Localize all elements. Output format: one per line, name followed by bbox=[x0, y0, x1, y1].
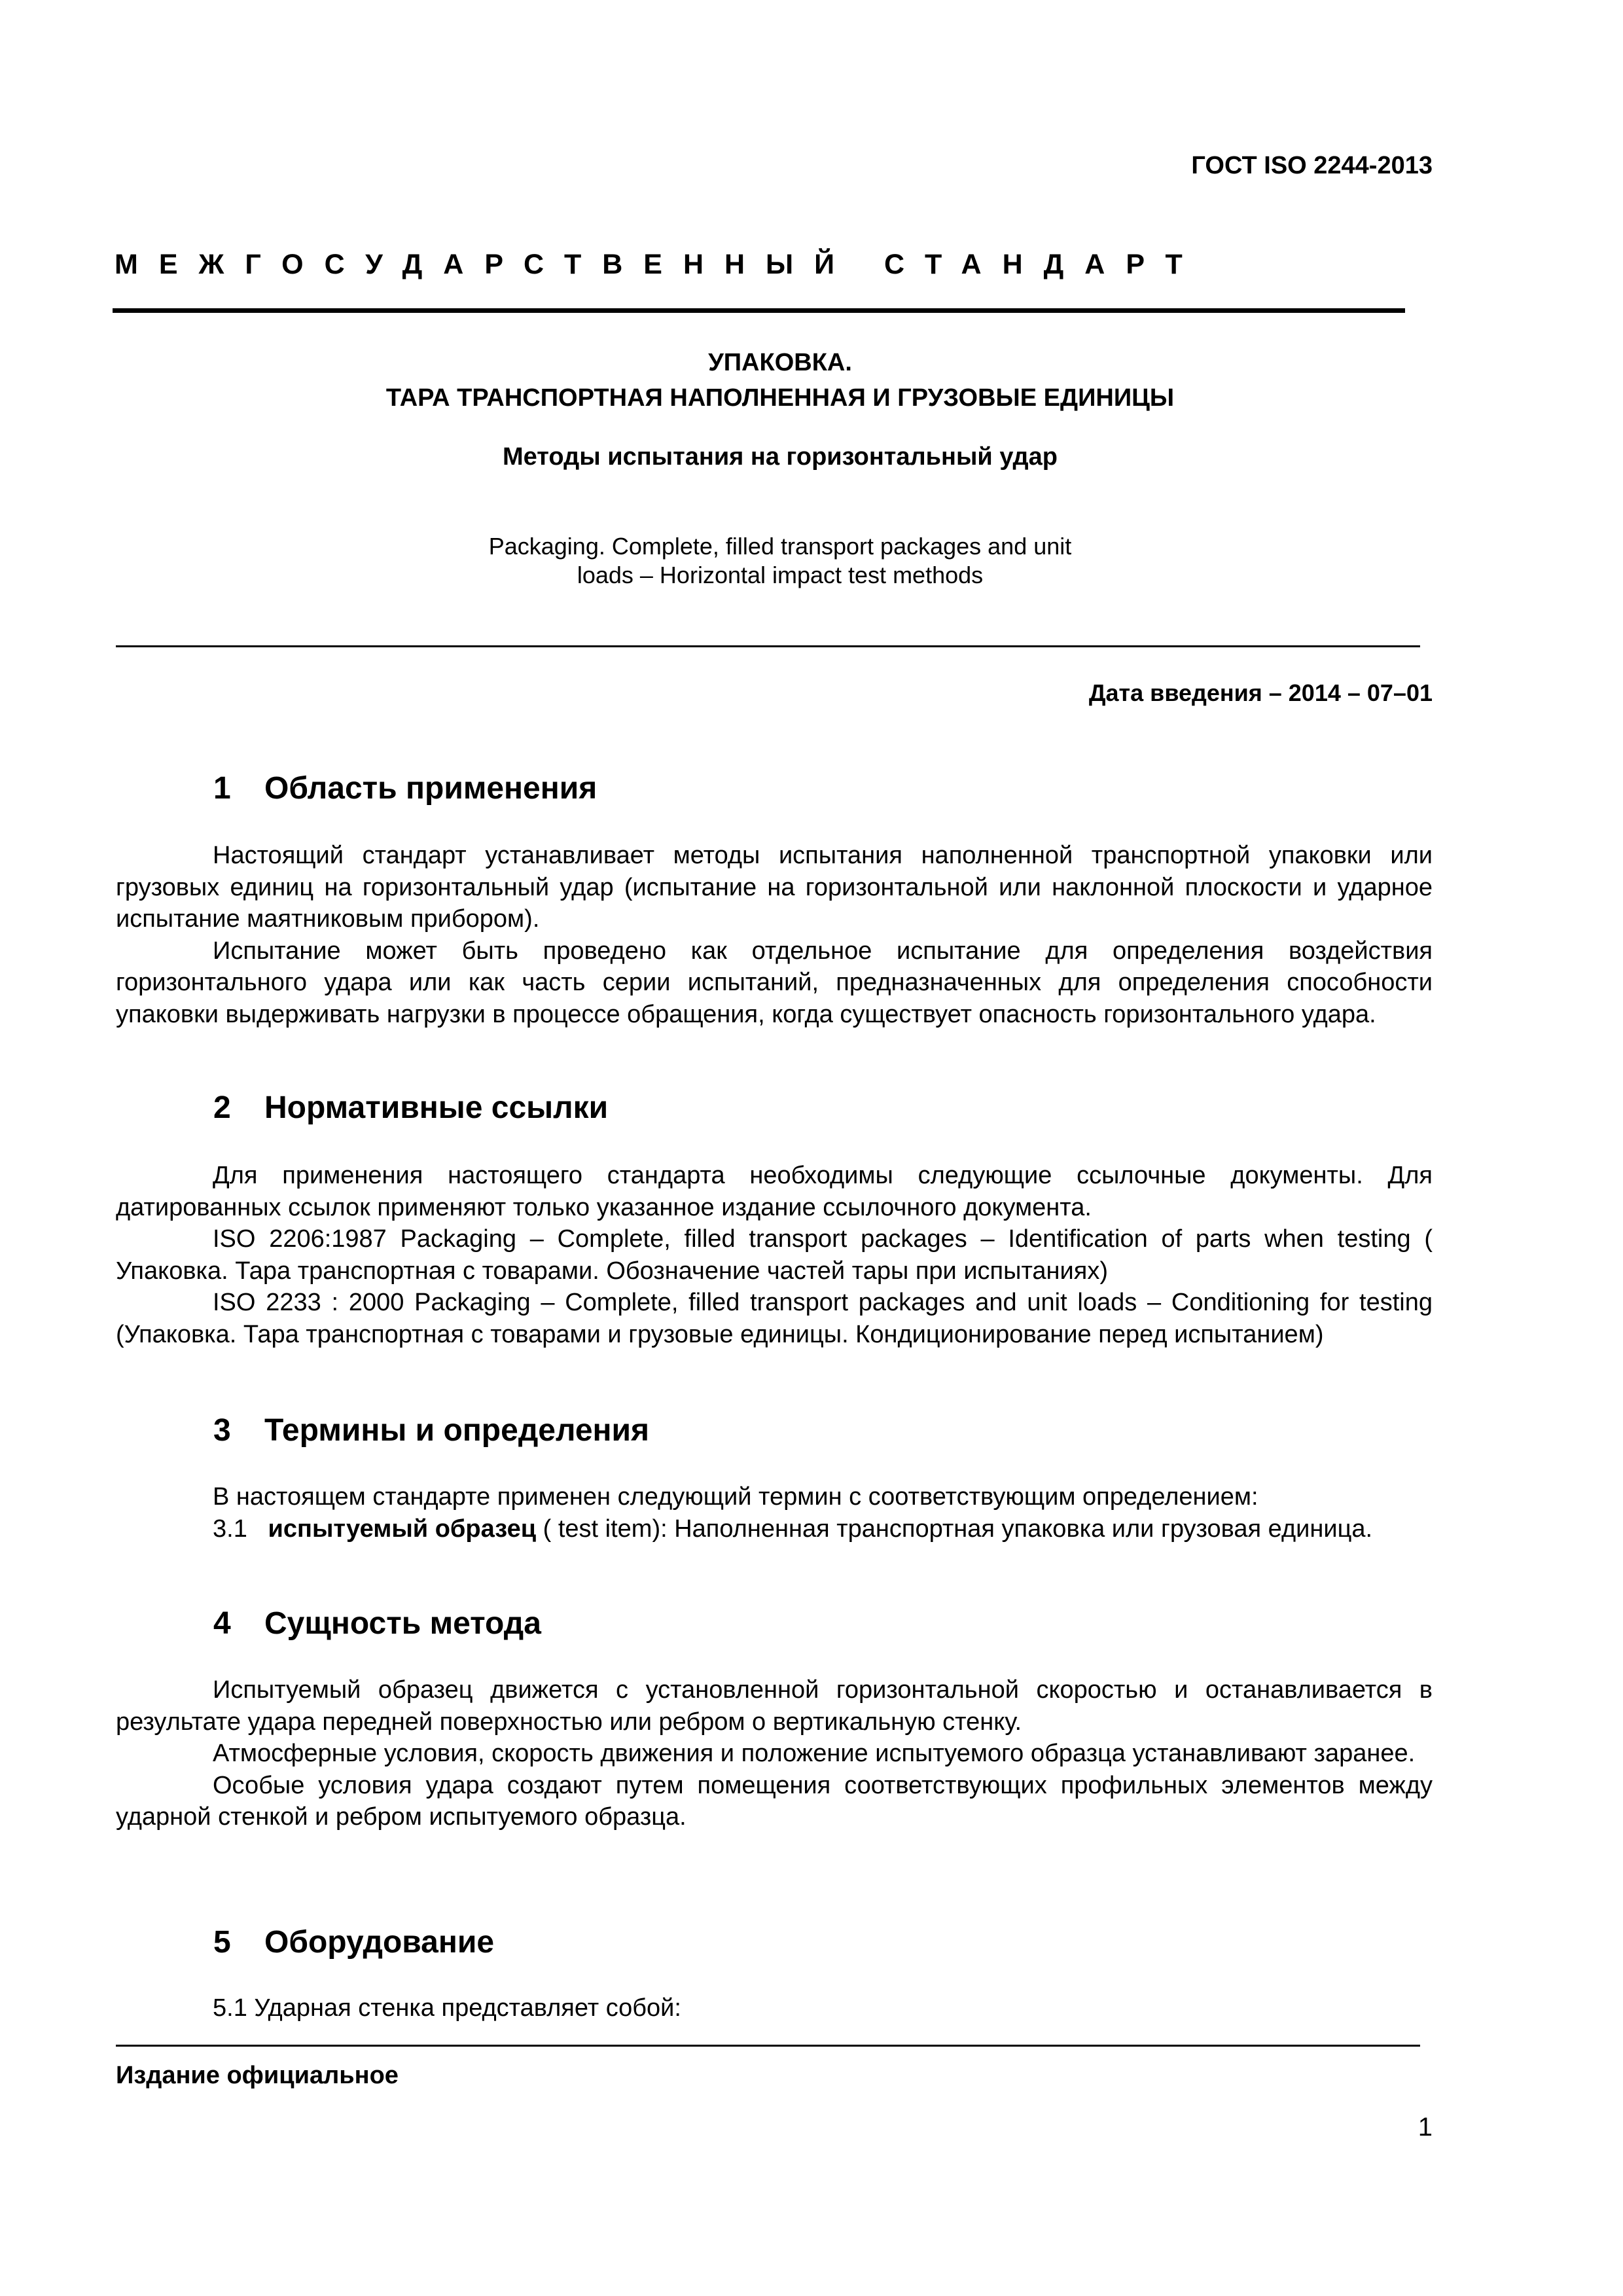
section-number: 3 bbox=[213, 1413, 231, 1448]
term-definition bbox=[116, 1513, 1433, 1545]
section-number: 5 bbox=[213, 1925, 231, 1960]
official-edition-label: Издание официальное bbox=[116, 2062, 399, 2089]
paragraph: В настоящем стандарте применен следующий термин с соответствующим определением: bbox=[213, 1483, 1258, 1511]
paragraph: Испытуемый образец движется с установленной горизонтальной скоростью и останавливается в результате удара передней поверхностью или ребром о вертикальную стенку. bbox=[116, 1676, 1433, 1736]
term-definition-text: ( test item): Наполненная транспортная упаковка или грузовая единица. bbox=[543, 1515, 1373, 1543]
paragraph: Настоящий стандарт устанавливает методы испытания наполненной транспортной упаковки или грузовых единиц на горизонтальный удар (испытание на горизонтальной или наклонной плоскости и ударное испытание маятниковым прибором). bbox=[116, 842, 1433, 933]
title-divider bbox=[116, 645, 1420, 647]
footer-divider bbox=[116, 2045, 1420, 2047]
section-number: 1 bbox=[213, 771, 231, 806]
section-heading bbox=[213, 770, 597, 806]
document-subtitle: Методы испытания на горизонтальный удар bbox=[502, 443, 1058, 471]
paragraph: Атмосферные условия, скорость движения и положение испытуемого образца устанавливают заранее. bbox=[213, 1740, 1416, 1767]
section-body bbox=[116, 1674, 1433, 1833]
section-body bbox=[116, 1160, 1433, 1350]
english-title bbox=[113, 532, 1448, 590]
title-line-2: ТАРА ТРАНСПОРТНАЯ НАПОЛНЕННАЯ И ГРУЗОВЫЕ ЕДИНИЦЫ bbox=[385, 384, 1175, 412]
header-divider bbox=[113, 308, 1405, 313]
standard-type-heading: МЕЖГОСУДАРСТВЕННЫЙ СТАНДАРТ bbox=[115, 249, 1204, 280]
document-title bbox=[113, 345, 1448, 416]
term-number: 3.1 bbox=[213, 1515, 247, 1543]
title-line-1: УПАКОВКА. bbox=[708, 349, 852, 376]
english-title-line-2: loads – Horizontal impact test methods bbox=[577, 562, 984, 588]
english-title-line-1: Packaging. Complete, filled transport packages and unit bbox=[488, 533, 1072, 560]
section-title: Оборудование bbox=[264, 1925, 495, 1960]
section-title: Нормативные ссылки bbox=[264, 1090, 609, 1125]
paragraph: Для применения настоящего стандарта необходимы следующие ссылочные документы. Для датированных ссылок применяют только указанное издание ссылочного документа. bbox=[116, 1162, 1433, 1221]
section-body bbox=[116, 840, 1433, 1030]
section-body bbox=[116, 1481, 1433, 1545]
section-number: 2 bbox=[213, 1090, 231, 1125]
section-heading bbox=[213, 1090, 608, 1126]
page-number: 1 bbox=[1418, 2113, 1433, 2142]
section-title: Сущность метода bbox=[264, 1606, 541, 1641]
section-body bbox=[116, 1992, 1433, 2024]
section-title: Термины и определения bbox=[264, 1413, 650, 1448]
paragraph: ISO 2206:1987 Packaging – Complete, filled transport packages – Identification of parts when testing ( Упаковка. Тара транспортная с товарами. Обозначение частей тары при испытаниях) bbox=[116, 1225, 1433, 1285]
paragraph: ISO 2233 : 2000 Packaging – Complete, filled transport packages and unit loads – Conditioning for testing (Упаковка. Тара транспортная с товарами и грузовые единицы. Кондиционирование перед испытанием) bbox=[116, 1289, 1433, 1348]
section-title: Область применения bbox=[264, 771, 597, 806]
section-heading bbox=[213, 1605, 541, 1641]
introduction-date: Дата введения – 2014 – 07–01 bbox=[1088, 679, 1433, 706]
term-name: испытуемый образец bbox=[268, 1515, 537, 1543]
section-heading bbox=[213, 1412, 649, 1448]
paragraph: Испытание может быть проведено как отдельное испытание для определения воздействия горизонтального удара или как часть серии испытаний, предназначенных для определения способности упаковки выдерживать нагрузки в процессе обращения, когда существует опасность горизонтального удара. bbox=[116, 937, 1433, 1028]
section-heading bbox=[213, 1924, 494, 1960]
document-number: ГОСТ ISO 2244-2013 bbox=[1191, 152, 1433, 179]
paragraph: Особые условия удара создают путем помещения соответствующих профильных элементов между ударной стенкой и ребром испытуемого образца. bbox=[116, 1771, 1433, 1831]
section-number: 4 bbox=[213, 1606, 231, 1641]
paragraph: 5.1 Ударная стенка представляет собой: bbox=[213, 1994, 681, 2022]
